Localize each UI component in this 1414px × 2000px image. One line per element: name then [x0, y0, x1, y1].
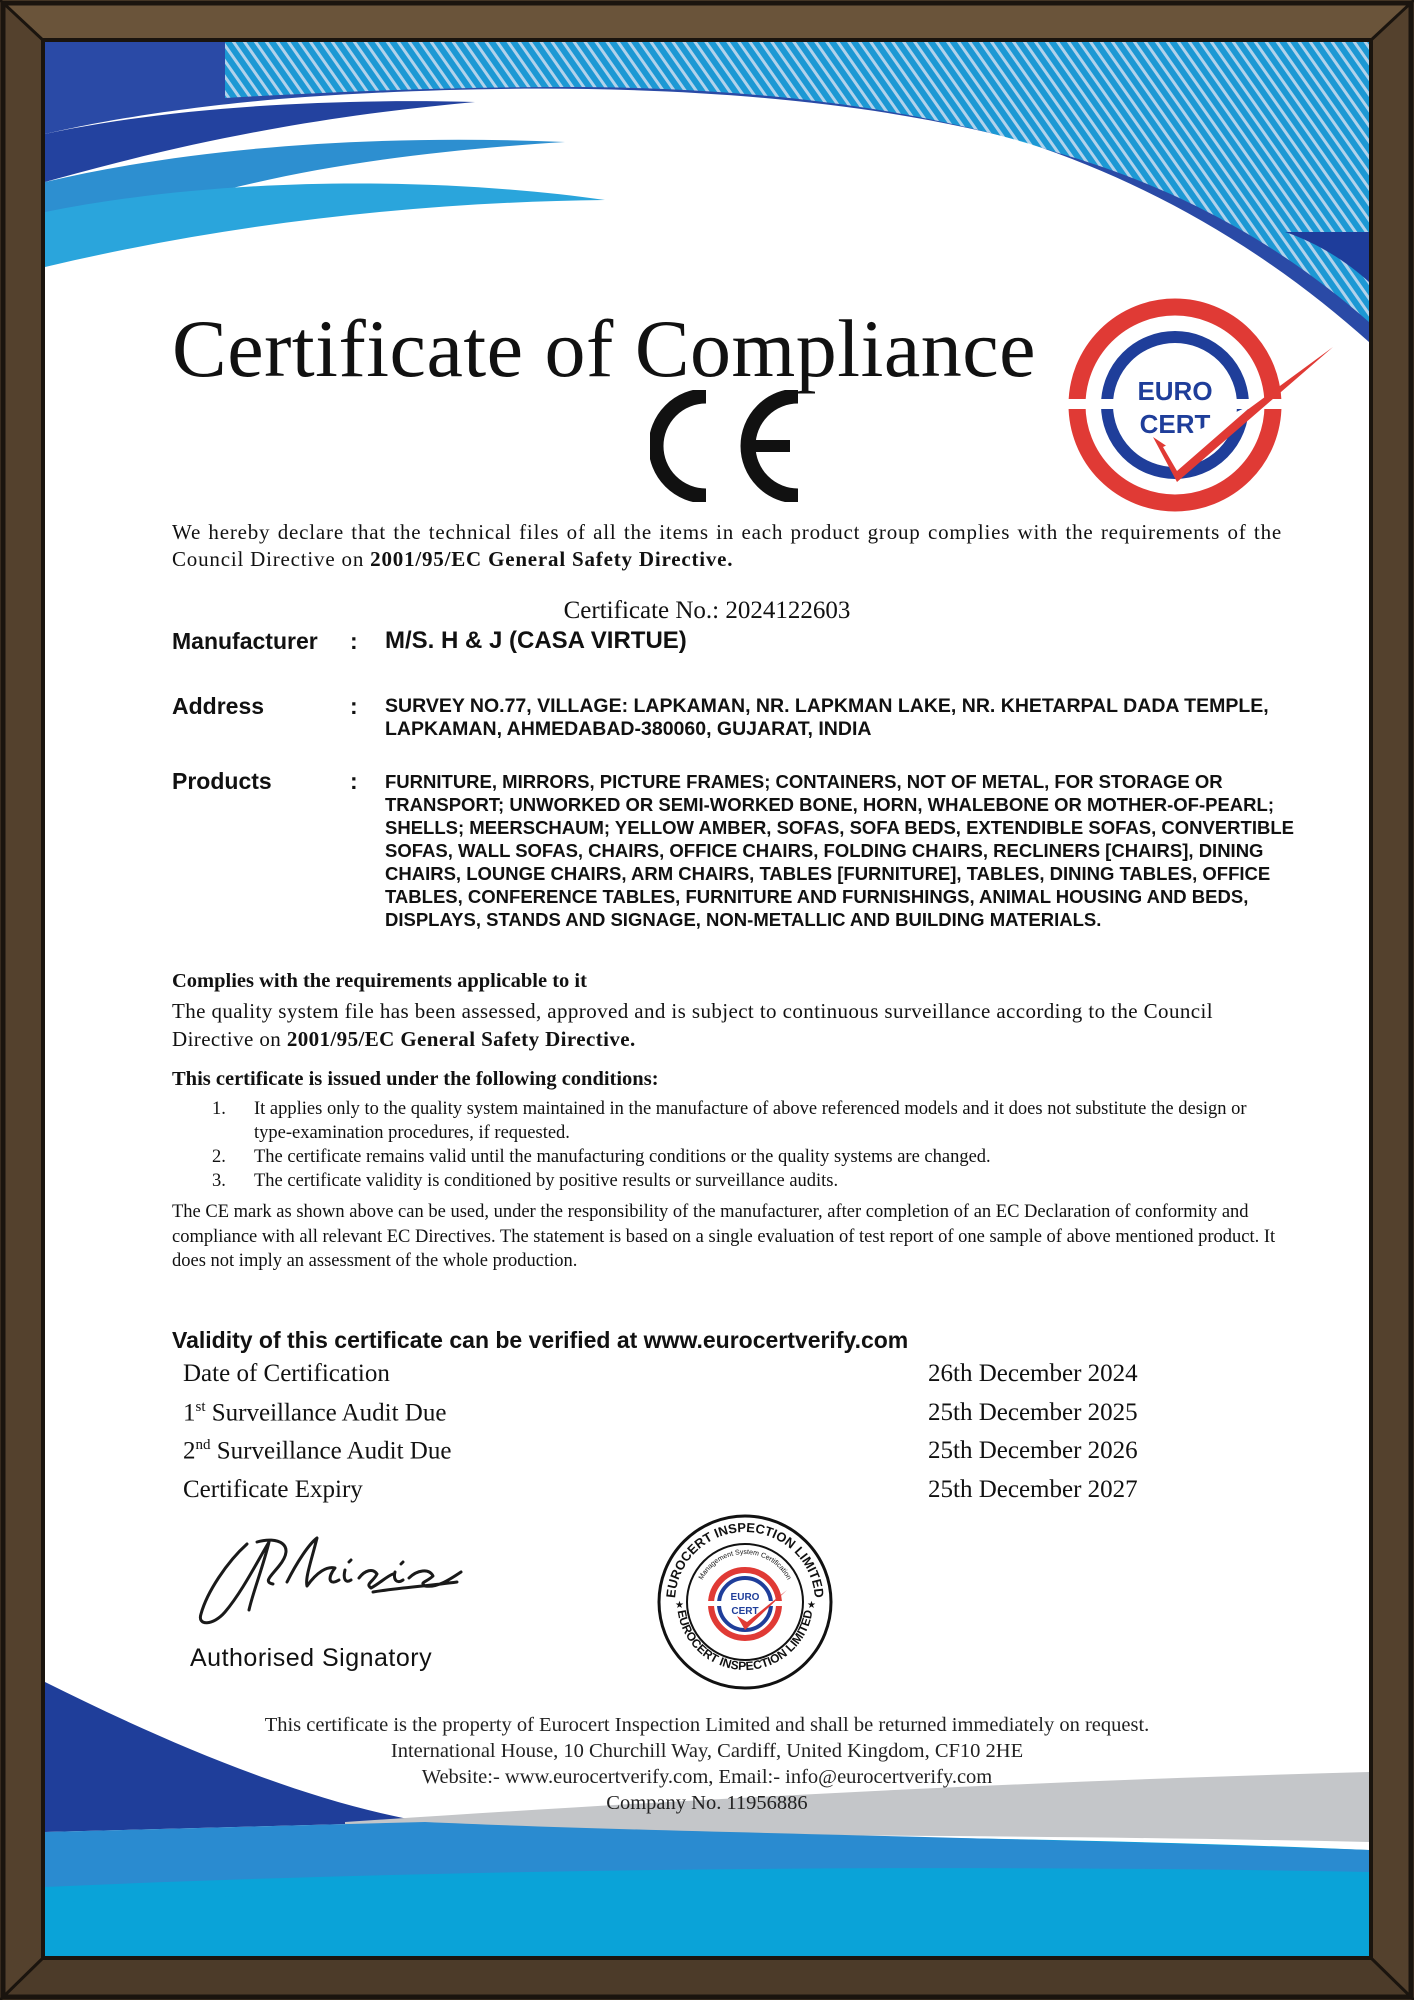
- dates-table: [183, 1360, 1183, 1514]
- date-row: [183, 1360, 1183, 1399]
- condition-item: 2. The certificate remains valid until the manufacturing conditions or the quality systems are changed.: [212, 1147, 991, 1167]
- date-label: 2nd Surveillance Audit Due: [183, 1437, 452, 1465]
- ce-statement: The CE mark as shown above can be used, under the responsibility of the manufacturer, after completion of an EC Declaration of conformity and compliance with all relevant EC Directives. The statement is based on a single evaluation of test report of one sample of above mentioned product. It does not imply an assessment of the whole production.: [172, 1202, 1276, 1271]
- footer-property-notice: This certificate is the property of Eurocert Inspection Limited and shall be returned immediately on request.: [264, 1714, 1150, 1736]
- seal-center-euro: EURO: [730, 1592, 760, 1603]
- footer-company-number: Company No. 11956886: [606, 1792, 808, 1814]
- date-row: [183, 1399, 1183, 1438]
- manufacturer-value: M/S. H & J (CASA VIRTUE): [385, 627, 687, 654]
- svg-text:★: ★: [675, 1600, 684, 1611]
- address-value: SURVEY NO.77, VILLAGE: LAPKAMAN, NR. LAPKMAN LAKE, NR. KHETARPAL DADA TEMPLE, LAPKAMAN, AHMEDABAD-380060, GUJARAT, INDIA: [385, 695, 1269, 740]
- date-row: [183, 1437, 1183, 1476]
- conditions-list: [172, 1097, 1282, 1193]
- page-title: Certificate of Compliance: [172, 303, 1037, 394]
- declaration-directive: 2001/95/EC General Safety Directive.: [370, 547, 734, 571]
- manufacturer-label: Manufacturer: [172, 628, 318, 654]
- products-label: Products: [172, 768, 272, 794]
- seal-inner-text: Management System Certification: [697, 1548, 793, 1582]
- date-row: [183, 1476, 1183, 1515]
- condition-item: 1. It applies only to the quality system maintained in the manufacture of above referenced models and it does not substitute the design or type-examination procedures, if requested.: [212, 1099, 1247, 1143]
- signature: [187, 1522, 487, 1632]
- certificate-number: Certificate No.: 2024122603: [563, 597, 851, 624]
- seal-center-cert: CERT: [731, 1606, 759, 1617]
- date-value: 26th December 2024: [928, 1360, 1138, 1387]
- signatory-label: Authorised Signatory: [190, 1644, 433, 1672]
- address-label: Address: [172, 693, 265, 719]
- seal-ring-top: EUROCERT INSPECTION LIMITED: [663, 1519, 827, 1599]
- declaration-paragraph: We hereby declare that the technical files of all the items in each product group complies with the requirements of the Council Directive on 2001/95/EC General Safety Directive.: [172, 520, 1282, 571]
- compliance-directive: 2001/95/EC General Safety Directive.: [286, 1027, 636, 1051]
- compliance-paragraph: The quality system file has been assessed, approved and is subject to continuous surveillance according to the Council Directive on 2001/95/EC General Safety Directive.: [172, 999, 1213, 1051]
- date-value: 25th December 2027: [928, 1475, 1138, 1503]
- products-value: FURNITURE, MIRRORS, PICTURE FRAMES; CONTAINERS, NOT OF METAL, FOR STORAGE OR TRANSPORT; UNWORKED OR SEMI-WORKED BONE, HORN, WHALEBONE OR MOTHER-OF-PEARL; SHELLS; MEERSCHAUM; YELLOW AMBER, SOFAS, SOFA BEDS, EXTENDIBLE SOFAS, CONVERTIBLE SOFAS, WALL SOFAS, CHAIRS, OFFICE CHAIRS, FOLDING CHAIRS, RECLINERS [CHAIRS], DINING CHAIRS, LOUNGE CHAIRS, ARM CHAIRS, TABLES [FURNITURE], TABLES, DINING TABLES, OFFICE TABLES, CONFERENCE TABLES, FURNITURE AND FURNISHINGS, ANIMAL HOUSING AND BEDS, DISPLAYS, STANDS AND SIGNAGE, NON-METALLIC AND BUILDING MATERIALS.: [385, 771, 1294, 930]
- compliance-heading: Complies with the requirements applicable to it: [172, 970, 587, 992]
- date-label: Certificate Expiry: [183, 1475, 363, 1503]
- ce-mark-icon: [650, 390, 800, 502]
- validity-link-text: Validity of this certificate can be verified at www.eurocertverify.com: [172, 1327, 909, 1353]
- conditions-heading: This certificate is issued under the following conditions:: [172, 1068, 659, 1090]
- footer: [45, 1712, 1369, 1816]
- condition-item: 3. The certificate validity is conditioned by positive results or surveillance audits.: [212, 1171, 839, 1191]
- date-label: 1st Surveillance Audit Due: [183, 1398, 447, 1426]
- footer-contact: Website:- www.eurocertverify.com, Email:- info@eurocertverify.com: [421, 1766, 993, 1788]
- date-value: 25th December 2025: [928, 1398, 1138, 1426]
- date-label: Date of Certification: [183, 1360, 390, 1387]
- manufacturer-colon: :: [350, 628, 358, 654]
- logo-text-cert: CERT: [1139, 409, 1211, 439]
- certificate-page: [45, 42, 1369, 1956]
- logo-text-euro: EURO: [1137, 376, 1213, 406]
- date-value: 25th December 2026: [928, 1437, 1138, 1464]
- company-seal: [655, 1512, 835, 1692]
- svg-text:★: ★: [807, 1600, 816, 1611]
- address-colon: :: [350, 693, 358, 719]
- seal-ring-bottom: EUROCERT INSPECTION LIMITED: [674, 1608, 816, 1674]
- footer-address: International House, 10 Churchill Way, Cardiff, United Kingdom, CF10 2HE: [390, 1740, 1024, 1762]
- products-colon: :: [350, 768, 358, 794]
- eurocert-logo: [1055, 287, 1345, 547]
